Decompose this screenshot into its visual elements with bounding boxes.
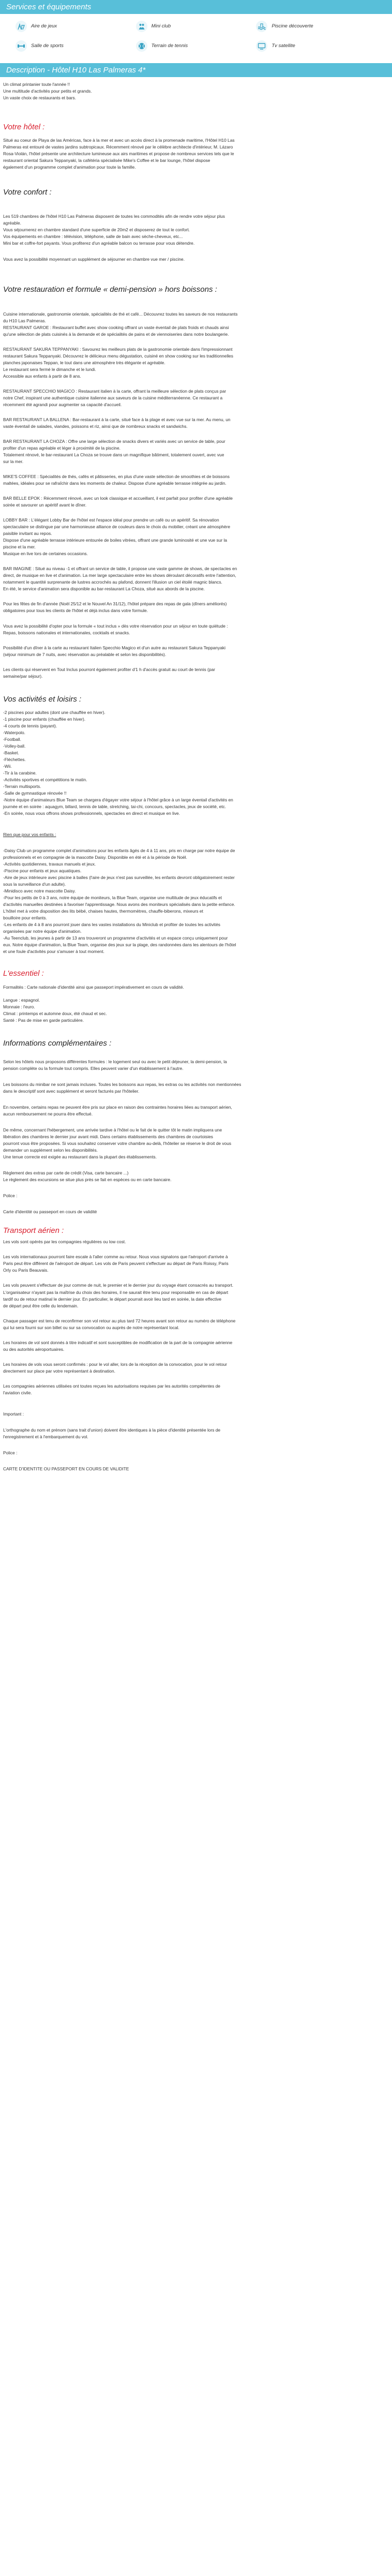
paragraph (3, 645, 389, 658)
text-line: -Tir à la carabine. (3, 770, 37, 776)
essential-heading: L'essentiel : (3, 969, 44, 978)
paragraph (3, 517, 389, 557)
text-line: -Activités sportives et compétitions le matin. (3, 777, 87, 782)
service-playground (16, 21, 136, 32)
service-label: Piscine découverte (272, 23, 313, 29)
text-line: -Fléchettes. (3, 756, 26, 762)
text-line: En novembre, certains repas ne peuvent être pris sur place en raison des contraintes horaires liées au transport aérien, (3, 1105, 232, 1110)
text-line: -Wii. (3, 763, 12, 769)
paragraph (3, 416, 389, 430)
text-line: Langue : espagnol. (3, 997, 40, 1003)
text-line: -Piscine pour enfants et jeux aquatiques. (3, 868, 82, 874)
comfort-text (3, 213, 389, 247)
text-line: Un climat printanier toute l'année !! (3, 82, 70, 87)
text-line: obligatoires pour tous les clients de l'hôtel et déjà inclus dans votre formule. (3, 608, 148, 614)
service-tv (256, 40, 376, 52)
text-line: Musique en live lors de certaines occasions. (3, 551, 88, 557)
text-line: Un vaste choix de restaurants et bars. (3, 95, 77, 101)
playground-icon (16, 21, 27, 32)
transport-heading: Transport aérien : (3, 1226, 64, 1235)
text-line: de départ peut être celle du lendemain. (3, 1303, 79, 1308)
text-line: restaurant Sakura Teppanyaki. Découvrez le délicieux menu dégustation, cuisiné en show cooking sur les traditionnelles (3, 353, 233, 359)
service-label: Terrain de tennis (151, 42, 188, 49)
text-line: -Les enfants de 4 à 8 ans pourront jouer dans les vastes installations du Miniclub et profiter de toutes les activités (3, 922, 220, 928)
text-line: également d'un programme complet d'animation pour toute la famille. (3, 165, 136, 170)
service-gym (16, 40, 136, 52)
police-text: CARTE D'IDENTITE OU PASSEPORT EN COURS DE VALIDITE (3, 1466, 129, 1471)
text-line: -Pour les petits de 0 à 3 ans, notre équipe de moniteurs, la Blue Team, organise une multitude de jeux éducatifs et (3, 895, 222, 901)
text-line: sur la mer. (3, 459, 24, 465)
text-line: Dispose d'une agréable terrasse intérieure entourée de boiles vitrées, offrant une grande luminosité et une vue sur la (3, 538, 228, 543)
text-line: L'hôtel met à votre disposition des lits bébé, chaises hautes, thermomètres, chauffe-biberons, mixeurs et (3, 909, 203, 914)
services-row-1 (16, 19, 376, 34)
text-line: -2 piscines pour adultes (dont une chauffée en hiver). (3, 709, 105, 715)
comfort-heading: Votre confort : (3, 188, 52, 197)
services-grid (0, 14, 392, 63)
text-line: Chaque passager est tenu de reconfirmer son vol retour au plus tard 72 heures avant son retour au numéro de téléphone (3, 1318, 236, 1323)
text-line: RESTAURANT SPECCHIO MAGICO : Restaurant italien à la carte, offrant la meilleure sélection de plats conçus par (3, 389, 227, 394)
text-line: pourront vous être proposées. Si vous souhaitez conserver votre chambre au-delà, l'hôtelier se réserve le droit de vous (3, 1141, 232, 1146)
police-label: Police : (3, 1450, 18, 1455)
text-line: Santé : Pas de mise en garde particulière. (3, 1017, 84, 1023)
text-line: Repas, boissons nationales et internationales, cocktails et snacks. (3, 630, 130, 635)
text-line: qu'une sélection de plats cuisinés à la demande et de spécialités de pains et de viennoiseries dans notre boulangerie. (3, 332, 229, 337)
text-line: agréable. (3, 220, 21, 226)
text-line: En été, le service d'animation sera disponible au bar-restaurant La Choza, situé aux abords de la piscine. (3, 586, 205, 592)
text-line: piscine et la mer. (3, 544, 36, 550)
description-content (0, 77, 392, 1472)
info-text (3, 1059, 389, 1215)
text-line: Les vols sont opérés par les compagnies régulières ou low cost. (3, 1239, 126, 1245)
intro (3, 81, 389, 101)
text-line: notre Chef, inspirant une authentique cuisine italienne aux saveurs de la cuisine méditerranéenne. Ce restaurant a (3, 395, 223, 401)
text-line: BAR BELLE EPOK : Récemment rénové, avec un look classique et accueillant, il est parfait pour profiter d'une agréable (3, 496, 233, 501)
pool-icon (256, 21, 267, 32)
paragraph (3, 1239, 389, 1245)
text-line: Les boissons du minibar ne sont jamais incluses. Toutes les boissons aux repas, les extras ou les activités non mentionnées (3, 1081, 242, 1087)
text-line: qui lui sera fourni sur son billet ou sur sa convocation ou auprès de notre représentant local. (3, 1324, 179, 1330)
activities-list (3, 709, 389, 817)
text-line: Le règlement des excursions se situe plus près se fait en espèces ou en carte bancaire. (3, 1177, 172, 1183)
text-line: tardif ou de retour matinal le dernier jour. En particulier, le départ pourrait avoir lieu tard en soirée, la date effective (3, 1296, 222, 1302)
paragraph (3, 1170, 389, 1183)
text-line: -En soirée, nous vous offrons shows professionnels, spectacles en direct et musique en live. (3, 811, 180, 816)
text-line: Possibilité d'un dîner à la carte au restaurant Italien Specchio Magico et d'un autre au restaurant Sakura Teppanyaki (3, 645, 225, 650)
text-line: BAR IMAGINE : Situé au niveau -1 et offrant un service de table, il propose une vaste gamme de shows, de spectacles en (3, 566, 237, 572)
description-title: Description - Hôtel H10 Las Palmeras 4* (6, 66, 146, 75)
comfort-note: Vous avez la possibilité moyennant un supplément de séjourner en chambre vue mer / piscine. (3, 256, 185, 262)
text-line: -Activités quotidiennes, travaux manuels et jeux. (3, 861, 96, 867)
text-line: dans le descriptif sont avec supplément et seront facturés par l'hôtelier. (3, 1088, 140, 1094)
text-line: ou des autorités aéroportuaires. (3, 1346, 65, 1352)
service-pool (256, 21, 376, 32)
text-line: BAR RESTAURANT LA BALLENA : Bar-restaurant à la carte, situé face à la plage et avec vue sur la mer. Au menu, un (3, 417, 231, 423)
text-line: vaste éventail de salades, viandes, poissons et riz, ainsi que de nombreux snacks et sandwichs. (3, 424, 188, 429)
text-line: Monnaie : l'euro. (3, 1004, 35, 1009)
text-line: L'orthographe du nom et prénom (sans trait d'union) doivent être identiques à la pièce d'identité présentée lors de (3, 1427, 221, 1433)
paragraph (3, 1383, 389, 1396)
paragraph (3, 388, 389, 408)
text-line: BAR RESTAURANT LA CHOZA : Offre une large sélection de snacks divers et variés avec un service de table, pour (3, 439, 225, 444)
text-line: paisible invitant au repos. (3, 531, 52, 537)
paragraph (3, 1081, 389, 1095)
text-line: Climat : printemps et automne doux, été chaud et sec. (3, 1010, 107, 1016)
important-label: Important : (3, 1411, 24, 1417)
text-line: Cuisine internationale, gastronomie orientale, spécialités de thé et café... Découvrez toutes les saveurs de nos restaurants (3, 311, 238, 317)
service-label: Salle de sports (31, 42, 64, 49)
tv-icon (256, 40, 267, 52)
text-line: Les 519 chambres de l'hôtel H10 Las Palmeras disposent de toutes les commodités afin de rendre votre séjour plus (3, 213, 225, 219)
text-line: -1 piscine pour enfants (chauffée en hiver). (3, 716, 86, 722)
services-title: Services et équipements (6, 3, 92, 11)
hotel-text (3, 137, 389, 171)
paragraph (3, 1193, 389, 1199)
paragraph (3, 623, 389, 636)
gym-icon (16, 40, 27, 52)
text-line: organisées par notre équipe d'animation. (3, 929, 82, 934)
services-banner (0, 0, 392, 14)
service-mini-club (136, 21, 257, 32)
text-line: directement sur place par votre représentant à destination. (3, 1368, 115, 1374)
text-line: Les compagnies aériennes utilisées ont toutes reçues les autorisations requises par les autorités compétentes de (3, 1383, 220, 1389)
paragraph (3, 1104, 389, 1118)
paragraph (3, 666, 389, 680)
text-line: Formalités : Carte nationale d'identité ainsi que passeport impérativement en cours de validité. (3, 984, 184, 990)
text-line: direct, de musique en live et d'animation. La mer large spectaculaire entre les shows déroulant décoratifs entre l'attention, (3, 573, 236, 578)
text-line: profiter d'un repas agréable et léger à proximité de la piscine. (3, 445, 120, 451)
essential-text (3, 984, 389, 1024)
text-line: pension complète ou la formule tout compris. Elles peuvent varier d'un établissement à l'autre. (3, 1065, 184, 1071)
paragraph (3, 438, 389, 465)
text-line: eux. Notre équipe d'animation, la Blue Team, organise des jeux sur la plage, des randonnées dans les alentours de l'hôtel (3, 942, 236, 948)
paragraph (3, 473, 389, 487)
paragraph (3, 346, 389, 380)
text-line: Totalement rénové, le bar-restaurant La Choza se trouve dans un magnifique bâtiment, totalement ouvert, avec vue (3, 452, 224, 458)
service-tennis (136, 40, 257, 52)
text-line: Les horaires de vols vous seront confirmés : pour le vol aller, lors de la réception de la convocation, pour le vol retour (3, 1361, 227, 1367)
text-line: sous la surveillance d'un adulte). (3, 882, 66, 887)
paragraph (3, 311, 389, 338)
text-line: -Waterpolo. (3, 729, 25, 735)
text-line: De même, concernant l'hébergement, une arrivée tardive à l'hôtel ou le fait de le quitter tôt le matin impliquera une (3, 1127, 222, 1133)
text-line: journée et en soirée : aquagym, billard, tennis de table, stretching, tai-chi, concours, spectacles, jeux de société, etc. (3, 804, 227, 810)
text-line: (séjour minimum de 7 nuits, avec réservation au préalable et selon les disponibilités). (3, 651, 167, 657)
kids-text (3, 847, 389, 955)
service-label: Tv satellite (272, 42, 295, 49)
text-line: Accessible aux enfants à partir de 8 ans. (3, 374, 81, 379)
service-label: Mini club (151, 23, 171, 29)
text-line: Le restaurant sera fermé le dimanche et le lundi. (3, 367, 96, 373)
text-line: RESTAURANT GAROE : Restaurant buffet avec show cooking offrant un vaste éventail de plats froids et chauds ainsi (3, 325, 229, 330)
text-line: l'enregistrement et à l'embarquement du vol. (3, 1434, 88, 1439)
text-line: Les vols internationaux pourront faire escale à l'aller comme au retour. Nous vous signalons que l'aéroport d'arrivée à (3, 1254, 228, 1260)
text-line: Les clients qui réservent en Tout Inclus pourront également profiter d'1 h d'accès gratuit au court de tennis (par (3, 666, 215, 672)
text-line: libération des chambres le dernier jour avant midi. Dans certains établissements des chambres de courtoisies (3, 1134, 213, 1140)
paragraph (3, 1059, 389, 1072)
text-line: semaine/par séjour). (3, 673, 43, 679)
text-line: -Terrain multisports. (3, 784, 41, 790)
text-line: et une foule d'activités pour s'amuser à tout moment. (3, 949, 104, 955)
text-line: -Salle de gymnastique rénovée !! (3, 791, 67, 796)
dining-text (3, 311, 389, 680)
hotel-heading: Votre hôtel : (3, 123, 45, 132)
text-line: maltées, idéales pour se rafraîchir dans les moments de chaleur. Dispose d'une agréable terrasse intégrée au jardin. (3, 481, 227, 486)
text-line: -Minidisco avec notre mascotte Daisy. (3, 888, 76, 894)
text-line: Les horaires de vol sont donnés à titre indicatif et sont susceptibles de modification de la part de la compagnie aérienne (3, 1339, 233, 1345)
paragraph (3, 495, 389, 509)
text-line: Vous avez la possibilité d'opter pour la formule « tout inclus » dès votre réservation pour un séjour en toute quiétude : (3, 623, 228, 629)
activities-heading: Vos activités et loisirs : (3, 694, 82, 704)
text-line: Palmeras est entouré de vastes jardins subtropicaux. Récemment rénové par le célèbre architecte d'intérieur, M. Lázaro (3, 144, 233, 150)
text-line: Vous séjournerez en chambre standard d'une superficie de 20m2 et disposerez de tout le confort. (3, 227, 190, 232)
text-line: Police : (3, 1193, 18, 1199)
text-line: récemment été agrandi pour augmenter sa capacité d'accueil. (3, 402, 122, 408)
text-line: -Football. (3, 736, 21, 742)
transport-text (3, 1239, 389, 1396)
text-line: Règlement des extras par carte de crédit (Visa, carte bancaire ...) (3, 1170, 129, 1176)
text-line: MIKE'S COFFEE : Spécialités de thés, cafés et pâtisseries, en plus d'une vaste sélection de smoothies et de boissons (3, 474, 230, 480)
paragraph (3, 1339, 389, 1353)
text-line: aucun remboursement ne pourra être effectué. (3, 1111, 93, 1117)
text-line: RESTAURANT SAKURA TEPPANYAKI : Savourez les meilleurs plats de la gastronomie orientale dans l'impressionnant (3, 347, 233, 352)
paragraph (3, 601, 389, 614)
description-banner (0, 63, 392, 77)
service-label: Aire de jeux (31, 23, 57, 29)
text-line: restaurant oriental Sakura Teppanyaki, la cafétéria spécialisée Mike's Coffee et le bar lounge, l'hôtel dispose (3, 158, 210, 163)
text-line: -Aire de jeux intérieure avec piscine à balles (l'aire de jeux n'est pas surveillée, les enfants devront obligatoirement rester (3, 875, 235, 881)
text-line: d'activités manuelles destinées à favoriser l'apprentissage. Nous avons des moniteurs spécialisés dans la petite enfance. (3, 902, 235, 907)
paragraph (3, 565, 389, 592)
text-line: demander un supplément selon les disponibilités. (3, 1148, 98, 1153)
text-line: -Basket. (3, 750, 19, 755)
text-line: planches japonaises Teppan, le tout dans une atmosphère très élégante et agréable. (3, 360, 165, 366)
text-line: -Volley-ball. (3, 743, 26, 749)
tennis-icon (136, 40, 147, 52)
paragraph (3, 1127, 389, 1160)
text-line: -Au Teenclub, les jeunes à partir de 13 ans trouveront un programme d'activités et un espace conçu uniquement pour (3, 935, 228, 941)
paragraph (3, 1254, 389, 1274)
text-line: spectaculaire se distingue par une harmonieuse alliance de couleurs dans le choix du mobilier, créant une atmosphère (3, 524, 231, 530)
text-line: du H10 Las Palmeras. (3, 318, 46, 323)
text-line: Pour les fêtes de fin d'année (Noël 25/12 et le Nouvel An 31/12), l'hôtel prépare des repas de gala (dîners améliorés) (3, 601, 227, 607)
text-line: notamment le quantité surprenante de lustres accrochés au plafond, donnent l'illusion un ciel étoilé magnic blancs. (3, 579, 222, 585)
text-line: bouilloire pour enfants. (3, 915, 47, 921)
text-line: Carte d'identité ou passeport en cours de validité (3, 1209, 97, 1215)
text-line: Orly ou Paris Beauvais. (3, 1268, 49, 1273)
kids-heading: Rien que pour vos enfants : (3, 832, 56, 838)
info-heading: Informations complémentaires : (3, 1038, 112, 1048)
text-line: -Daisy Club un programme complet d'animations pour les enfants âgés de 4 à 11 ans, pris en charge par notre équipe de (3, 848, 235, 854)
text-line: Selon les hôtels nous proposons différentes formules : le logement seul ou avec le petit déjeuner, la demi-pension, la (3, 1059, 227, 1064)
text-line: Mini bar et coffre-fort payants. Vous profiterez d'un agréable balcon ou terrasse pour vous détendre. (3, 240, 195, 246)
text-line: professionnels et en compagnie de la mascotte Daisy. Disponible en été et à la période de Noël. (3, 855, 187, 860)
text-line: l'aviation civile. (3, 1390, 32, 1395)
text-line: -4 courts de tennis (payant). (3, 723, 57, 728)
text-line: LOBBY BAR : L'élégant Lobby Bar de l'hôtel est l'espace idéal pour prendre un café ou un apéritif. Sa rénovation (3, 517, 219, 523)
text-line: Une tenue correcte est exigée au restaurant dans la plupart des établissements. (3, 1154, 157, 1160)
dining-heading: Votre restauration et formule « demi-pension » hors boissons : (3, 285, 217, 294)
text-line: Situé au coeur de Playa de las Américas, face à la mer et avec un accès direct à la promenade maritime, l'Hôtel H10 Las (3, 138, 235, 143)
services-row-2 (16, 39, 376, 53)
text-line: Les vols peuvent s'effectuer de jour comme de nuit, le premier et le dernier jour du voyage étant consacrés au transport. (3, 1283, 234, 1288)
paragraph (3, 847, 389, 955)
mini-club-icon (136, 21, 147, 32)
text-line (3, 991, 389, 997)
text-line: L'organisateur n'ayant pas la maîtrise du choix des horaires, il ne saurait être tenu pour responsable en cas de départ (3, 1289, 229, 1295)
text-line: -Notre équipe d'animateurs Blue Team se chargera d'égayer votre séjour à l'hôtel grâce à un large éventail d'activités en (3, 797, 233, 803)
paragraph (3, 1361, 389, 1375)
text-line: Paris peut être différent de l'aéroport de départ. Les vols de Paris peuvent s'effectuer au départ de Paris Roissy, Paris (3, 1261, 229, 1267)
text-line: Vos équipements en chambre : télévision, téléphone, salle de bain avec sèche-cheveux, etc... (3, 233, 183, 239)
paragraph (3, 1282, 389, 1309)
text-line: Rosa-Violán, l'hôtel présente une architecture lumineuse aux airs maritimes et propose de nombreux services tels que le (3, 151, 234, 157)
text-line: Une multitude d'activités pour petits et grands. (3, 88, 92, 94)
text-line: soirée et savourer un apéritif avant le dîner. (3, 502, 87, 508)
paragraph (3, 1318, 389, 1331)
paragraph (3, 1209, 389, 1215)
